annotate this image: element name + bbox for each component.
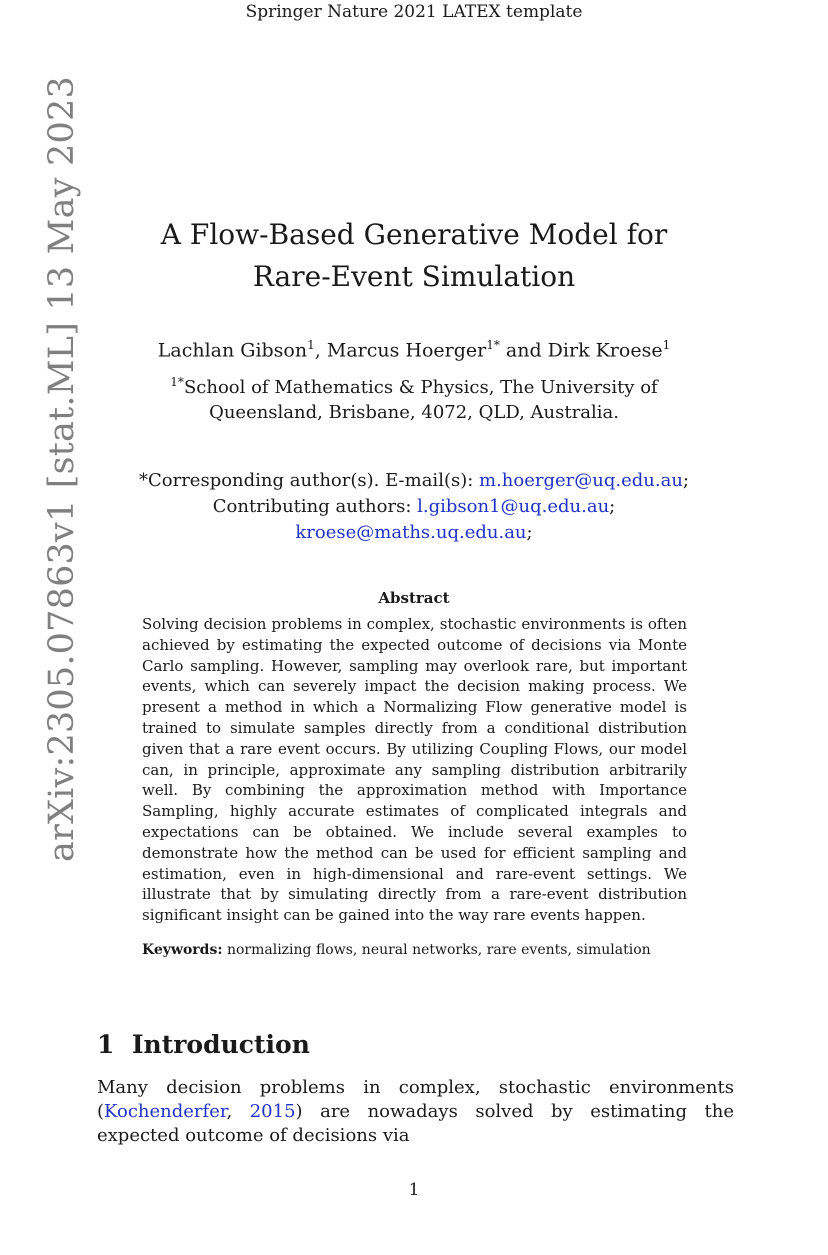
affiliation-mark: 1* [170,375,184,389]
correspondence-block [0,468,828,546]
contributing-email-link[interactable]: l.gibson1@uq.edu.au [417,496,610,517]
title-line-1: A Flow-Based Generative Model for [160,218,668,251]
contributing-line: Contributing authors: l.gibson1@uq.edu.au; [212,496,616,517]
author-name: Dirk Kroese [547,339,663,362]
abstract-text: Solving decision problems in complex, stochastic environments is often achieved by estimating the expected outcome of decisions via Monte Carlo sampling. However, sampling may overlook rare, but important events, which can severely impact the decision making process. We present a method in which a Normalizing Flow generative model is trained to simulate samples directly from a conditional distribution given that a rare event occurs. By utilizing Coupling Flows, our model can, in principle, approximate any sampling distribution arbitrarily well. By combining the approximation method with Importance Sampling, highly accurate estimates of complicated integrals and expectations can be obtained. We include several examples to demonstrate how the method can be used for efficient sampling and estimation, even in high-dimensional and rare-event settings. We illustrate that by simulating directly from a rare-event distribution significant insight can be gained into the way rare events happen. [142,615,687,925]
affiliation-line-1: $^{1*}$School of Mathematics & Physics, The University of [170,375,658,398]
keywords-text: normalizing flows, neural networks, rare events, simulation [222,942,651,958]
author-separator: and [499,339,548,362]
paper-title [0,214,828,298]
title-line-2: Rare-Event Simulation [252,260,576,293]
citation-year-link[interactable]: 2015 [249,1101,296,1122]
section-heading [97,1030,310,1059]
author-name: Lachlan Gibson [157,339,308,362]
arxiv-identifier-stamp: arXiv:2305.07863v1 [stat.ML] 13 May 2023 [42,76,82,862]
citation-link[interactable]: Kochenderfer [104,1101,227,1122]
author-affil-mark: 1 [662,338,671,352]
author-separator: , [314,339,327,362]
author-list [0,332,828,363]
running-header: Springer Nature 2021 LATEX template [245,2,583,22]
affiliation [0,370,828,425]
contributing-line-2: kroese@maths.uq.edu.au; [295,522,533,543]
section-number: 1 [97,1030,115,1059]
intro-paragraph: Many decision problems in complex, stochastic environments (Kochenderfer, 2015) are nowadays solved by estimating the expected outcome of decisions via [97,1077,735,1146]
keywords-label: Keywords: [142,942,223,958]
author-name: Marcus Hoerger [326,339,487,362]
keywords [142,942,702,958]
abstract-heading: Abstract [378,589,450,607]
corresponding-email-link[interactable]: m.hoerger@uq.edu.au [479,470,683,491]
section-title: Introduction [131,1030,310,1059]
author-affil-mark: 1 [307,338,315,352]
author-affil-mark: 1* [486,338,500,352]
corresponding-line: *Corresponding author(s). E-mail(s): m.hoerger@uq.edu.au; [138,470,689,491]
affiliation-line-2: Queensland, Brisbane, 4072, QLD, Australia. [209,402,619,423]
contributing-email-link[interactable]: kroese@maths.uq.edu.au [295,522,527,543]
page-number: 1 [408,1180,420,1200]
